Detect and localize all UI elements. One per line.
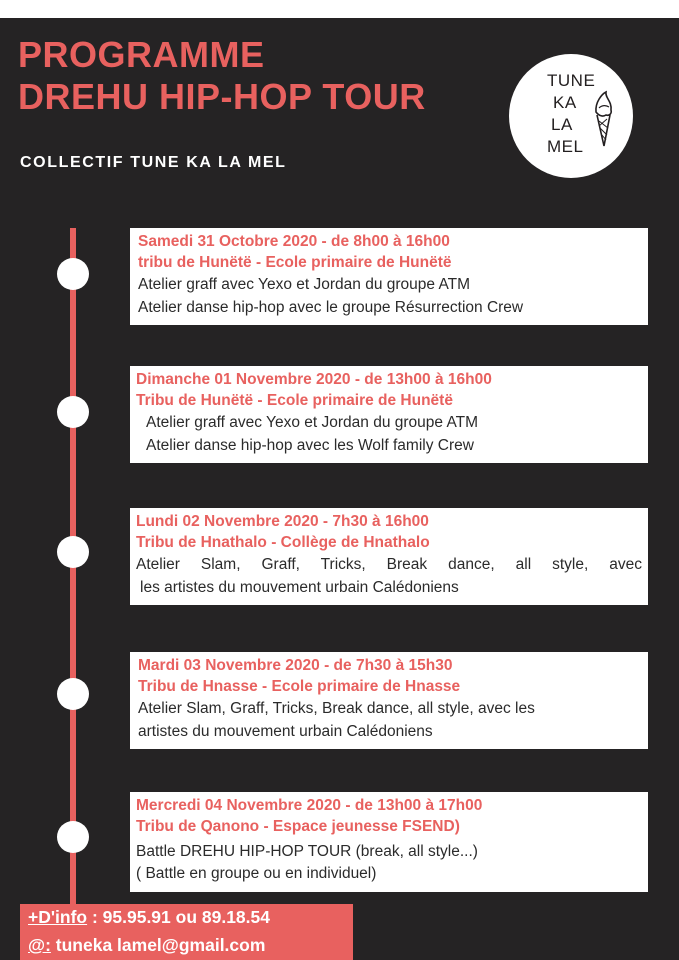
page-title [18, 34, 426, 118]
timeline-dot [57, 821, 89, 853]
contact-box [20, 904, 353, 960]
event-place: Tribu de Qanono - Espace jeunesse FSEND) [136, 818, 460, 835]
event-activity: artistes du mouvement urbain Calédoniens [138, 723, 433, 740]
event-activity: Battle DREHU HIP-HOP TOUR (break, all style...) [136, 843, 478, 860]
logo-line-1: TUNE [547, 71, 596, 90]
event-date: Lundi 02 Novembre 2020 - 7h30 à 16h00 [136, 513, 429, 530]
event-place: tribu de Hunëtë - Ecole primaire de Hunëtë [138, 254, 452, 271]
contact-info-label: +D'info [28, 907, 88, 927]
logo-line-2: KA [553, 93, 577, 112]
event-date: Samedi 31 Octobre 2020 - de 8h00 à 16h00 [138, 233, 450, 250]
timeline-dot [57, 536, 89, 568]
title-line-1: PROGRAMME [18, 34, 265, 75]
event-activity: Atelier graff avec Yexo et Jordan du groupe ATM [138, 276, 471, 293]
timeline-dot [57, 396, 89, 428]
event-activity: Atelier danse hip-hop avec le groupe Résurrection Crew [138, 299, 524, 316]
event-activity: les artistes du mouvement urbain Calédoniens [140, 579, 459, 596]
event-activity: Atelier danse hip-hop avec les Wolf family Crew [146, 437, 474, 454]
tune-ka-la-mel-logo [509, 54, 633, 178]
timeline-dot [57, 258, 89, 290]
event-place: Tribu de Hnathalo - Collège de Hnathalo [136, 534, 430, 551]
event-card [130, 366, 648, 463]
event-card [130, 792, 648, 892]
event-place: Tribu de Hnasse - Ecole primaire de Hnasse [138, 678, 461, 695]
ice-cream-cone-icon [593, 88, 615, 150]
collective-subtitle: COLLECTIF TUNE KA LA MEL [20, 154, 287, 171]
event-activity: ( Battle en groupe ou en individuel) [136, 865, 377, 882]
event-date: Mercredi 04 Novembre 2020 - de 13h00 à 17h00 [136, 797, 483, 814]
contact-phone-numbers: : 95.95.91 ou 89.18.54 [87, 907, 270, 927]
title-line-2: DREHU HIP-HOP TOUR [18, 76, 426, 117]
event-activity: Atelier graff avec Yexo et Jordan du groupe ATM [146, 414, 479, 431]
event-date: Mardi 03 Novembre 2020 - de 7h30 à 15h30 [138, 657, 453, 674]
logo-line-4: MEL [547, 137, 584, 156]
timeline-line [70, 228, 76, 918]
event-card [130, 508, 648, 605]
logo-line-3: LA [551, 115, 573, 134]
event-place: Tribu de Hunëtë - Ecole primaire de Hunëtë [136, 392, 453, 409]
contact-phone [28, 907, 270, 928]
event-card [130, 652, 648, 749]
contact-email-address: tuneka lamel@gmail.com [50, 935, 266, 955]
event-date: Dimanche 01 Novembre 2020 - de 13h00 à 16h00 [136, 371, 492, 388]
contact-email-label: @: [28, 935, 51, 955]
timeline-dot [57, 678, 89, 710]
event-activity: Atelier Slam, Graff, Tricks, Break dance, all style, avec les [138, 700, 535, 717]
contact-email [28, 935, 265, 956]
event-activity: Atelier Slam, Graff, Tricks, Break dance, all style, avec [136, 556, 642, 573]
top-white-bar [0, 0, 679, 18]
logo-text [547, 70, 595, 158]
event-card [130, 228, 648, 325]
